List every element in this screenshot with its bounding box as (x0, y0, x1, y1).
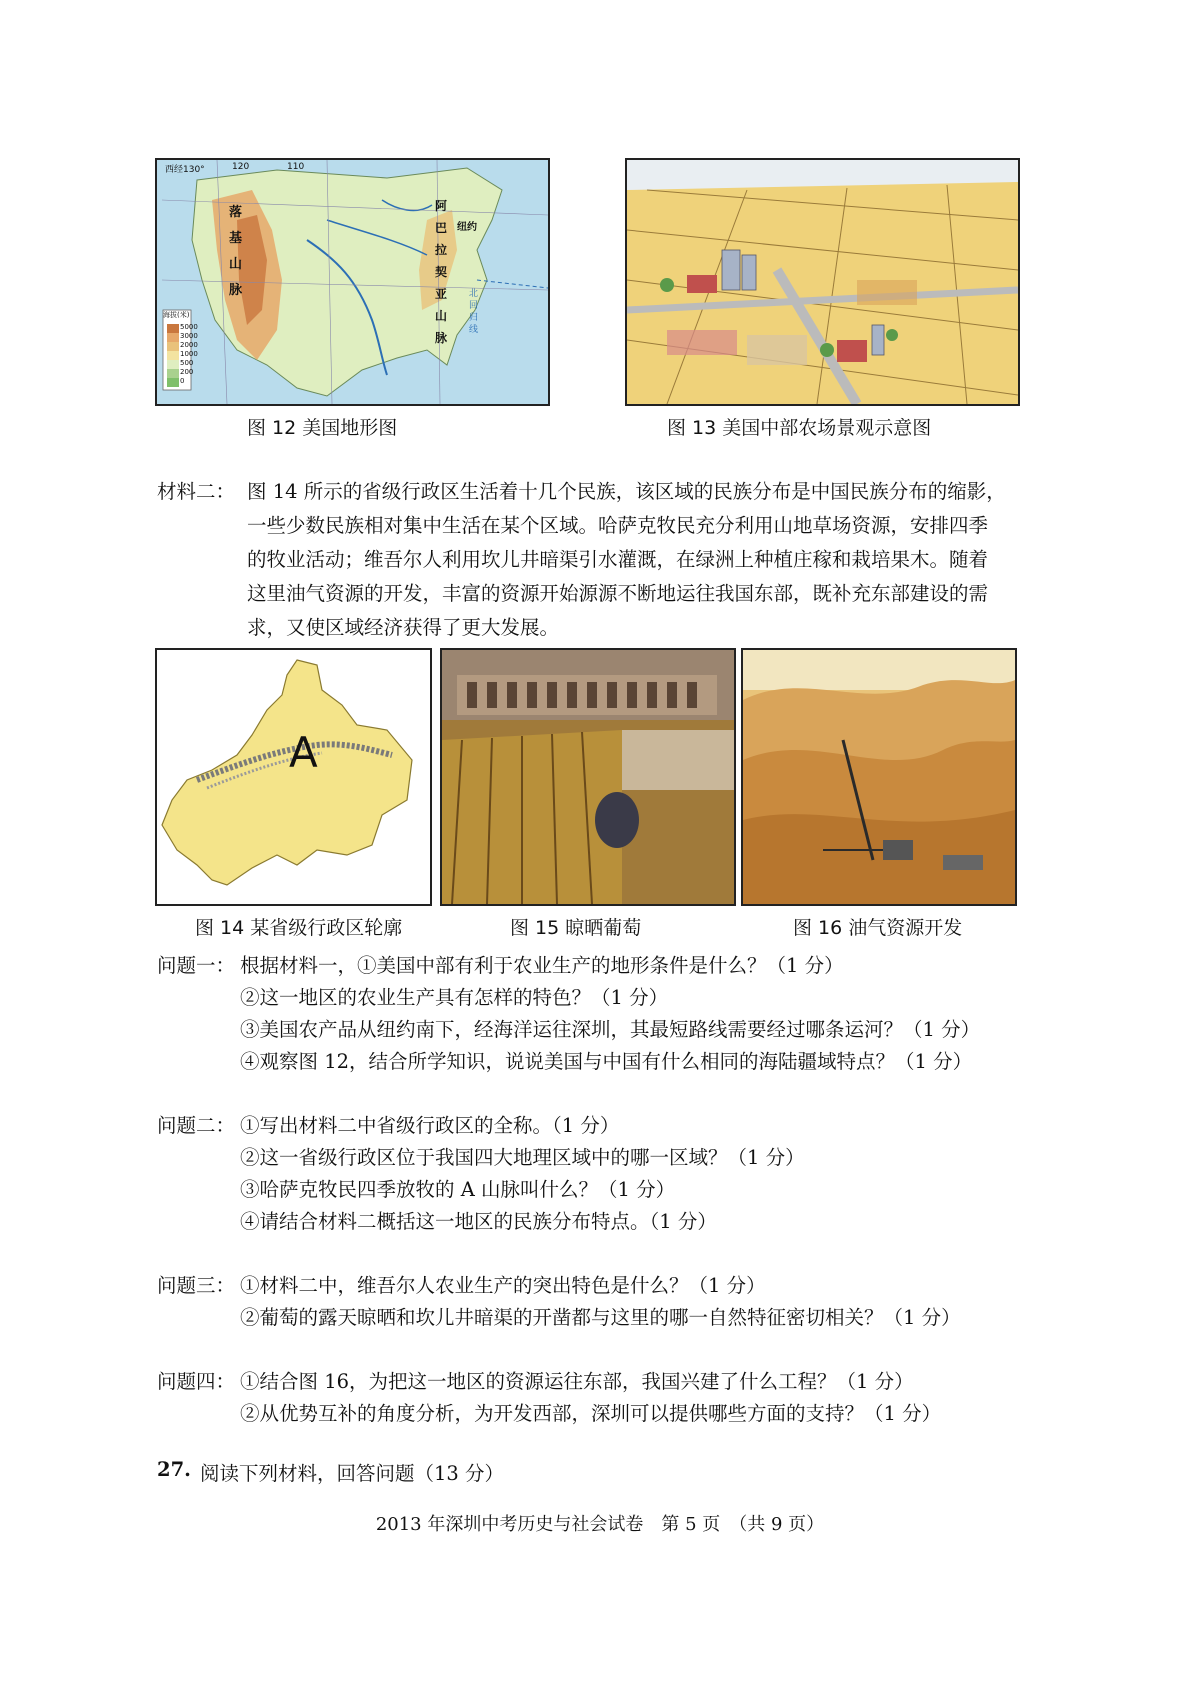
question-4-label: 问题四： (157, 1370, 236, 1393)
figure-13-caption: 图 13 美国中部农场景观示意图 (667, 417, 932, 439)
material-2-line-5: 求，又使区域经济获得了更大发展。 (247, 616, 560, 639)
page-footer: 2013 年深圳中考历史与社会试卷 第 5 页 （共 9 页） (375, 1514, 825, 1535)
figure-15-drying-grapes (440, 648, 736, 906)
figure-16-oil-gas-development (741, 648, 1017, 906)
elevation-legend-title: 海拔(米) (163, 311, 190, 319)
material-2-line-3: 的牧业活动；维吾尔人利用坎儿井暗渠引水灌溉，在绿洲上种植庄稼和栽培果木。随着 (247, 548, 989, 571)
question-3-label: 问题三： (157, 1274, 236, 1297)
question-2-item-1: ①写出材料二中省级行政区的全称。（1 分） (240, 1114, 620, 1137)
rocky-mountains-label: 落基山脉 (229, 205, 243, 298)
figure-13-us-farm-landscape (625, 158, 1020, 406)
question-4-item-1: ①结合图 16，为把这一地区的资源运往东部，我国兴建了什么工程？（1 分） (240, 1370, 914, 1393)
question-27-text: 阅读下列材料，回答问题（13 分） (200, 1462, 505, 1485)
question-2-item-3: ③哈萨克牧民四季放牧的 A 山脉叫什么？（1 分） (240, 1178, 676, 1201)
question-2-item-4: ④请结合材料二概括这一地区的民族分布特点。（1 分） (240, 1210, 717, 1233)
question-1-item-1: 根据材料一，①美国中部有利于农业生产的地形条件是什么？（1 分） (240, 954, 844, 977)
question-1-item-2: ②这一地区的农业生产具有怎样的特色？（1 分） (240, 986, 669, 1009)
region-a-label: A (289, 728, 318, 777)
tropic-of-cancer-label: 北回归线 (469, 289, 479, 335)
question-3-item-1: ①材料二中，维吾尔人农业生产的突出特色是什么？（1 分） (240, 1274, 766, 1297)
question-1-label: 问题一： (157, 954, 236, 977)
question-1-item-3: ③美国农产品从纽约南下，经海洋运往深圳，其最短路线需要经过哪条运河？（1 分） (240, 1018, 981, 1041)
figure-15-caption: 图 15 晾晒葡萄 (510, 917, 642, 939)
us-terrain-map-image (157, 160, 548, 404)
figure-12-us-terrain-map (155, 158, 550, 406)
material-2-line-4: 这里油气资源的开发，丰富的资源开始源源不断地运往我国东部，既补充东部建设的需 (247, 582, 989, 605)
longitude-label-120: 120 (232, 162, 250, 172)
appalachian-mountains-label: 阿巴拉契亚山脉 (435, 199, 448, 345)
question-3-item-2: ②葡萄的露天晾晒和坎儿井暗渠的开凿都与这里的哪一自然特征密切相关？（1 分） (240, 1306, 961, 1329)
province-outline-image (157, 650, 430, 904)
elevation-legend-values: 5000 3000 2000 1000 500 200 0 (180, 323, 198, 385)
figure-12-caption: 图 12 美国地形图 (247, 417, 398, 439)
question-27-number: 27. (157, 1458, 191, 1481)
longitude-label-110: 110 (287, 162, 305, 172)
question-2-label: 问题二： (157, 1114, 236, 1137)
drying-grapes-image (442, 650, 734, 904)
material-2-line-1: 图 14 所示的省级行政区生活着十几个民族，该区域的民族分布是中国民族分布的缩影， (247, 480, 1006, 503)
material-2-label: 材料二： (157, 480, 236, 503)
material-2-line-2: 一些少数民族相对集中生活在某个区域。哈萨克牧民充分利用山地草场资源，安排四季 (247, 514, 989, 537)
new-york-label: 纽约 (457, 222, 477, 233)
longitude-label-130: 西经130° (165, 165, 205, 175)
figure-16-caption: 图 16 油气资源开发 (793, 917, 963, 939)
farm-landscape-image (627, 160, 1018, 404)
figure-14-province-outline (155, 648, 432, 906)
question-1-item-4: ④观察图 12，结合所学知识，说说美国与中国有什么相同的海陆疆域特点？（1 分） (240, 1050, 973, 1073)
question-2-item-2: ②这一省级行政区位于我国四大地理区域中的哪一区域？（1 分） (240, 1146, 805, 1169)
figure-14-caption: 图 14 某省级行政区轮廓 (195, 917, 403, 939)
oil-gas-image (743, 650, 1015, 904)
question-4-item-2: ②从优势互补的角度分析，为开发西部，深圳可以提供哪些方面的支持？（1 分） (240, 1402, 942, 1425)
